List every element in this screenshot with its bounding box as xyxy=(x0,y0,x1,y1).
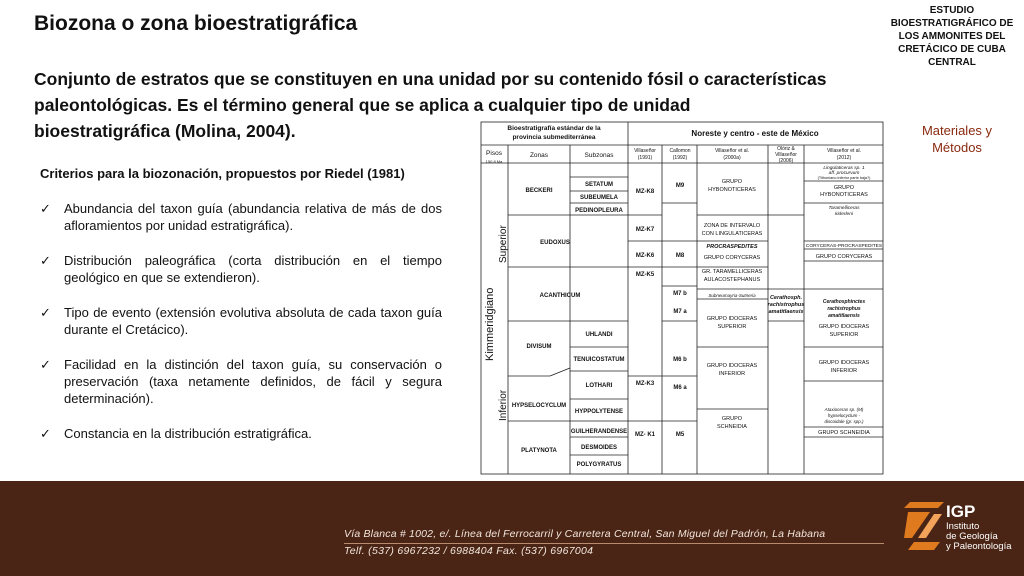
subzone-label: TENUICOSTATUM xyxy=(573,357,625,363)
substage-inferior: Inferior xyxy=(498,389,509,421)
zone-label: ACANTHICUM xyxy=(539,293,581,299)
stage-label: Kimmeridgiano xyxy=(484,287,496,361)
oloriz-label: amatitlaensis xyxy=(768,309,804,315)
oloriz-label: rachistrophus xyxy=(767,302,805,308)
mz-label: MZ-K3 xyxy=(635,381,655,387)
col-header-ma: 150.8 Ma xyxy=(485,159,503,164)
project-title xyxy=(886,4,1018,69)
v2012-label: Ataxioceras sp. (M) xyxy=(824,407,864,412)
v2000-label: CON LINGULATICERAS xyxy=(701,231,763,237)
criterion-text: Abundancia del taxon guía (abundancia relativa de más de dos afloramientos por unidad estratigráfica). xyxy=(64,201,442,233)
section-label-line: Materiales y xyxy=(921,123,993,138)
checkmark-icon: ✓ xyxy=(40,426,51,441)
v2012-label: hypselocyclum - xyxy=(827,413,861,418)
v2012-label: discoidale (gr. spp.) xyxy=(824,419,864,424)
v2012-label: SUPERIOR xyxy=(829,332,859,338)
list-item xyxy=(40,252,442,286)
table-header-right: Noreste y centro - este de México xyxy=(691,129,819,138)
v2012-label: aff. procurvum xyxy=(828,171,860,176)
col-header-pisos: Pisos xyxy=(486,150,502,157)
v2000-label: ZONA DE INTERVALO xyxy=(703,223,761,229)
logo-subtitle xyxy=(946,522,1012,552)
col-header-oloriz: Villaseñor xyxy=(775,152,797,158)
subzone-label: GUILHERANDENSE xyxy=(570,429,628,435)
list-item xyxy=(40,304,442,338)
zone-label: EUDOXUS xyxy=(540,240,570,246)
mz-label: MZ-K8 xyxy=(635,189,655,195)
logo-subtitle-line: y Paleontología xyxy=(946,541,1012,552)
logo-name: IGP xyxy=(946,502,976,521)
col-header-villasenor2000: (2000a) xyxy=(723,155,741,161)
biostratigraphy-table xyxy=(480,121,884,476)
criterion-text: Distribución paleográfica (corta distribución en el tiempo geológico en que se extendieron). xyxy=(64,253,442,285)
v2012-label: GRUPO IDOCERAS xyxy=(818,324,870,330)
oloriz-label: Cerathosph. xyxy=(769,295,803,301)
checkmark-icon: ✓ xyxy=(40,253,51,268)
v2012-label: amatitlaensis xyxy=(828,313,860,319)
section-label xyxy=(912,122,1002,156)
col-header-oloriz: Olóriz & xyxy=(777,146,795,152)
v2012-label: Taramelliceras xyxy=(828,206,860,211)
col-header-villasenor2000: Villaseñor et al. xyxy=(714,148,750,154)
v2000-label: PROCRASPEDITES xyxy=(706,244,758,250)
zone-label: BECKERI xyxy=(525,188,553,194)
col-header-callomon: (1992) xyxy=(672,155,688,161)
footer-divider xyxy=(344,543,884,544)
criteria-block xyxy=(40,164,442,460)
table-header-left: Bioestratigrafía estándar de la xyxy=(507,125,601,132)
col-header-villasenor1991: Villaseñor xyxy=(634,148,656,154)
v2012-label: GRUPO SCHNEIDIA xyxy=(818,430,870,436)
m-label: M6 a xyxy=(673,385,687,391)
m-label: M7 a xyxy=(673,309,687,315)
v2012-label: HYBONOTICERAS xyxy=(820,192,868,198)
criteria-list xyxy=(40,200,442,442)
col-header-callomon: Callomon xyxy=(669,148,691,154)
v2000-label: INFERIOR xyxy=(718,371,746,377)
v2000-label: GRUPO xyxy=(721,416,743,422)
col-header-villasenor1991: (1991) xyxy=(637,155,653,161)
subzone-label: LOTHARI xyxy=(585,383,613,389)
col-header-subzonas: Subzonas xyxy=(584,152,614,159)
col-header-villasenor2012: Villaseñor et al. xyxy=(826,148,862,154)
slide-title: Biozona o zona bioestratigráfica xyxy=(34,12,358,35)
subzone-label: PEDINOPLEURA xyxy=(575,208,623,214)
section-label-line: Métodos xyxy=(932,140,982,155)
m-label: M7 b xyxy=(673,291,687,297)
footer-phones: Telf. (537) 6967232 / 6988404 Fax. (537) 6967004 xyxy=(344,545,594,557)
v2000-label: GRUPO xyxy=(721,179,743,185)
col-header-oloriz: (2006) xyxy=(778,158,794,164)
list-item xyxy=(40,200,442,234)
v2000-label: Subneumayria-Sutneria xyxy=(708,293,756,298)
v2000-label: SUPERIOR xyxy=(717,324,747,330)
list-item xyxy=(40,425,442,442)
v2012-label: (Tithoniano inferior parte baja?) xyxy=(817,176,871,180)
v2000-label: AULACOSTEPHANUS xyxy=(703,277,761,283)
v2012-label: Lingulaticeras sp. 1 xyxy=(823,166,865,171)
list-item xyxy=(40,356,442,407)
mz-label: MZ-K5 xyxy=(635,272,655,278)
v2000-label: GRUPO CORYCERAS xyxy=(703,255,761,261)
subzone-label: DESMOIDES xyxy=(580,445,618,451)
project-title-line: CRETÁCICO DE CUBA xyxy=(898,44,1006,55)
m-label: M9 xyxy=(675,183,685,189)
subzone-label: SETATUM xyxy=(584,182,614,188)
v2000-label: GR. TARAMELLICERAS xyxy=(701,269,763,275)
project-title-line: BIOESTRATIGRÁFICO DE xyxy=(890,18,1014,29)
v2000-label: GRUPO IDOCERAS xyxy=(706,363,758,369)
table-header-left: provincia submediterránea xyxy=(512,134,596,141)
mz-label: MZ-K7 xyxy=(635,227,655,233)
zone-label: DIVISUM xyxy=(526,344,552,350)
col-header-zonas: Zonas xyxy=(529,152,549,159)
footer-address: Vía Blanca # 1002, e/. Línea del Ferrocarril y Carretera Central, San Miguel del Padrón, La Habana xyxy=(344,528,826,540)
v2000-label: SCHNEIDIA xyxy=(717,424,747,430)
logo-subtitle-line: Instituto xyxy=(946,521,980,532)
v2012-label: GRUPO IDOCERAS xyxy=(818,360,870,366)
mz-label: MZ-K6 xyxy=(635,253,655,259)
definition-line: Conjunto de estratos que se constituyen en una unidad por su contenido fósil o características xyxy=(34,69,827,89)
v2000-label: HYBONOTICERAS xyxy=(708,187,756,193)
v2012-label: rachistrophus xyxy=(827,306,861,312)
zone-label: PLATYNOTA xyxy=(521,448,557,454)
project-title-line: CENTRAL xyxy=(928,57,976,68)
project-title-line: LOS AMMONITES DEL xyxy=(898,31,1006,42)
mz-label: MZ- K1 xyxy=(635,432,655,438)
v2012-label: GRUPO CORYCERAS xyxy=(815,254,873,260)
zone-label: HYPSELOCYCLUM xyxy=(511,403,567,409)
subzone-label: SUBEUMELA xyxy=(579,195,619,201)
criterion-text: Constancia en la distribución estratigráfica. xyxy=(64,426,312,441)
v2012-label: GRUPO xyxy=(833,185,855,191)
checkmark-icon: ✓ xyxy=(40,201,51,216)
v2012-label: CORYCERAS-PROCRASPEDITES xyxy=(805,244,883,249)
m-label: M6 b xyxy=(673,357,687,363)
criterion-text: Tipo de evento (extensión evolutiva absoluta de cada taxon guía durante el Cretácico). xyxy=(64,305,442,337)
m-label: M5 xyxy=(675,432,685,438)
v2012-label: INFERIOR xyxy=(830,368,858,374)
criteria-heading: Criterios para la biozonación, propuestos por Riedel (1981) xyxy=(40,166,405,181)
subzone-label: POLYGYRATUS xyxy=(576,462,622,468)
m-label: M8 xyxy=(675,253,685,259)
checkmark-icon: ✓ xyxy=(40,305,51,320)
criterion-text: Facilidad en la distinción del taxon guía, su conservación o preservación (taxa netamente definidos, de fácil y segura determinación). xyxy=(64,357,442,406)
v2000-label: GRUPO IDOCERAS xyxy=(706,316,758,322)
substage-superior: Superior xyxy=(498,225,509,263)
v2012-label: kiderleni xyxy=(835,212,853,217)
subzone-label: UHLANDI xyxy=(585,332,613,338)
definition-line: bioestratigráfica (Molina, 2004). xyxy=(34,121,296,141)
project-title-line: ESTUDIO xyxy=(929,5,975,16)
col-header-villasenor2012: (2012) xyxy=(836,155,852,161)
definition-line: paleontológicas. Es el término general que se aplica a cualquier tipo de unidad xyxy=(34,95,691,115)
logo-subtitle-line: de Geología xyxy=(946,531,998,542)
subzone-label: HYPPOLYTENSE xyxy=(574,409,624,415)
checkmark-icon: ✓ xyxy=(40,357,51,372)
v2012-label: Cerathosphinctes xyxy=(822,299,866,305)
